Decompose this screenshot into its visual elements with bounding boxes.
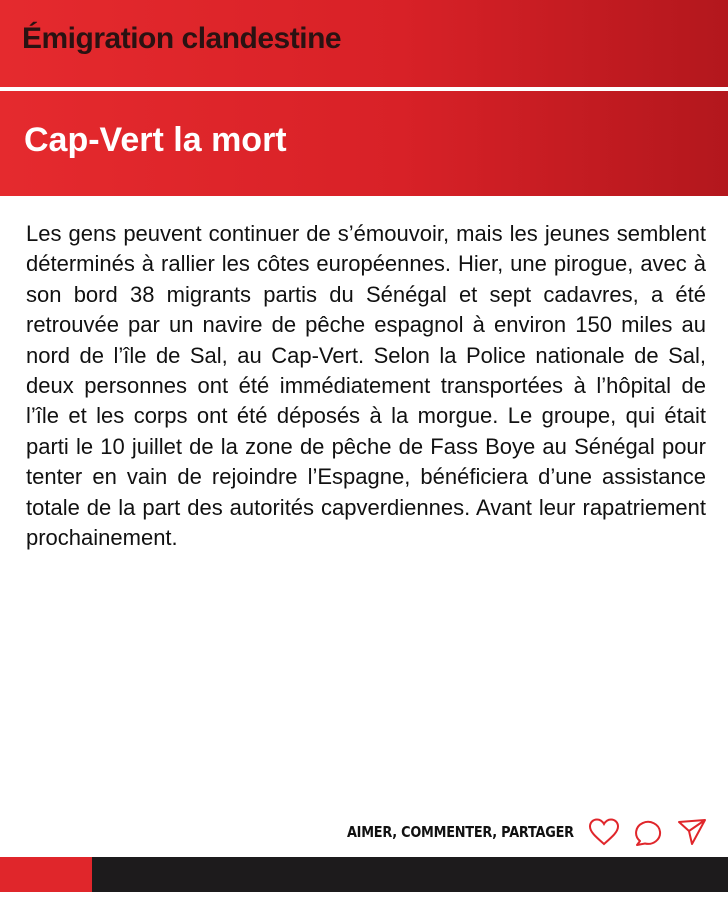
cta-text: AIMER, COMMENTER, PARTAGER — [347, 823, 574, 841]
share-icon[interactable] — [676, 817, 708, 847]
category-title: Émigration clandestine — [22, 22, 342, 55]
social-actions — [310, 817, 708, 847]
heart-icon[interactable] — [588, 817, 620, 847]
footer-bar — [92, 857, 728, 892]
headline: Cap-Vert la mort — [24, 121, 287, 159]
category-banner — [0, 0, 728, 87]
footer-accent-bar — [0, 857, 92, 892]
comment-icon[interactable] — [632, 817, 664, 847]
article-body: Les gens peuvent continuer de s’émouvoir, mais les jeunes semblent déterminés à rallier les côtes européennes. Hier, une pirogue, avec à son bord 38 migrants partis du Sénégal et sept cadavres, a été retrouvée par un navire de pêche espagnol à environ 150 miles au nord de l’île de Sal, au Cap-Vert. Selon la Police nationale de Sal, deux personnes ont été immédiatement transportées à l’hôpital de l’île et les corps ont été déposés à la morgue. Le groupe, qui était parti le 10 juillet de la zone de pêche de Fass Boye au Sénégal pour tenter en vain de rejoindre l’Espagne, bénéficiera d’une assistance totale de la part des autorités capverdiennes. Avant leur rapatriement prochainement. — [26, 221, 706, 551]
headline-banner — [0, 91, 728, 196]
